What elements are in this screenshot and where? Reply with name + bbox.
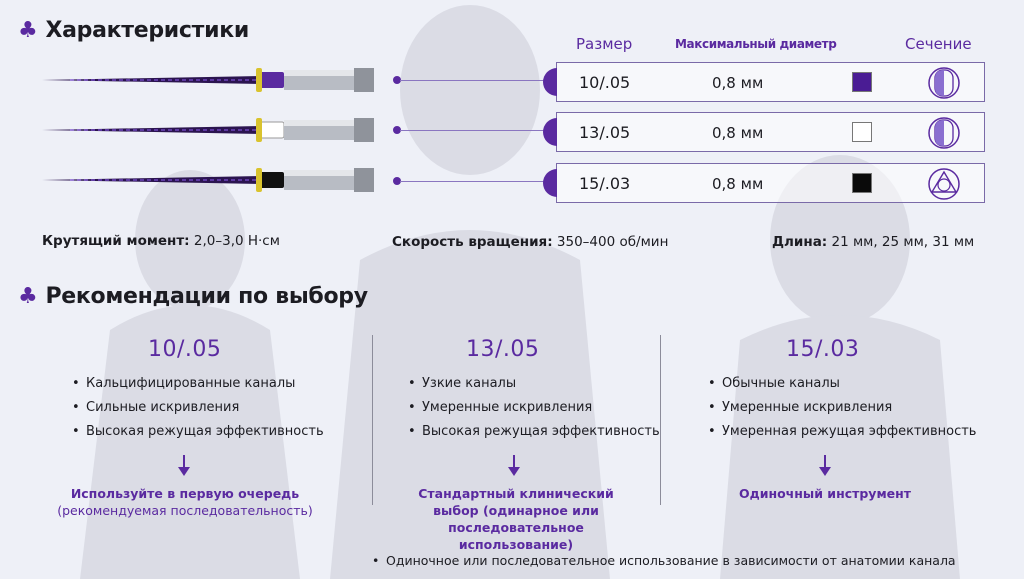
rec-note-main: Используйте в первую очередь [70, 486, 300, 501]
rec-note-3: Одиночный инструмент [738, 486, 912, 501]
rec-size-2: 13/.05 [466, 337, 540, 362]
rec-list-1 [70, 372, 324, 444]
header-size: Размер [576, 35, 633, 53]
list-item: • Узкие каналы [406, 372, 660, 396]
recommendations-title: Рекомендации по выбору [45, 284, 368, 309]
connector-line-1 [400, 80, 545, 81]
connector-line-3 [400, 181, 545, 182]
cross-section-triangle-icon [927, 167, 961, 201]
row-marker [543, 169, 571, 197]
column-divider [660, 335, 661, 505]
row-size: 13/.05 [579, 123, 631, 142]
file-instruments [40, 58, 380, 198]
club-icon: ♣ [18, 17, 38, 43]
list-item: • Высокая режущая эффективность [406, 420, 660, 444]
list-item: • Умеренная режущая эффективность [706, 420, 976, 444]
list-item: • Сильные искривления [70, 396, 324, 420]
header-max-diameter: Максимальный диаметр [675, 37, 837, 51]
header-section: Сечение [905, 35, 972, 53]
list-item: • Высокая режущая эффективность [70, 420, 324, 444]
row-color-swatch [852, 72, 872, 92]
bullet-icon: • [372, 553, 380, 568]
length-spec [772, 234, 974, 250]
recommendations-heading [18, 284, 368, 309]
rec-size-3: 15/.03 [786, 337, 860, 362]
cross-section-half-filled-icon [927, 116, 961, 150]
rec-note-2: Стандартный клинический выбор (одинарное или последовательное использование) [418, 486, 614, 552]
file-13-05 [42, 118, 374, 142]
footnote [372, 553, 956, 568]
row-size: 10/.05 [579, 73, 631, 92]
spec-row-3 [556, 163, 985, 203]
list-item: • Умеренные искривления [406, 396, 660, 420]
file-15-03 [42, 168, 374, 192]
row-diameter: 0,8 мм [712, 124, 764, 142]
row-marker [543, 68, 571, 96]
spec-row-2 [556, 112, 985, 152]
arrow-down-icon [508, 455, 520, 477]
list-item: • Обычные каналы [706, 372, 976, 396]
rec-list-2 [406, 372, 660, 444]
list-item: • Умеренные искривления [706, 396, 976, 420]
connector-line-2 [400, 130, 545, 131]
torque-label: Крутящий момент: [42, 233, 190, 249]
length-value: 21 мм, 25 мм, 31 мм [827, 234, 975, 250]
club-icon: ♣ [18, 283, 38, 309]
column-divider [372, 335, 373, 505]
rec-note-1 [40, 485, 330, 519]
row-size: 15/.03 [579, 174, 631, 193]
length-label: Длина: [772, 234, 828, 250]
file-10-05 [42, 68, 374, 92]
row-color-swatch [852, 122, 872, 142]
torque-spec [42, 233, 280, 249]
row-diameter: 0,8 мм [712, 74, 764, 92]
arrow-down-icon [178, 455, 190, 477]
arrow-down-icon [819, 455, 831, 477]
rec-note-sub: (рекомендуемая последовательность) [57, 503, 313, 518]
cross-section-half-filled-icon [927, 66, 961, 100]
row-diameter: 0,8 мм [712, 175, 764, 193]
rec-list-3 [706, 372, 976, 444]
speed-value: 350–400 об/мин [552, 234, 669, 250]
footnote-text: Одиночное или последовательное использование в зависимости от анатомии канала [386, 553, 956, 568]
speed-spec [392, 234, 668, 250]
list-item: • Кальцифицированные каналы [70, 372, 324, 396]
characteristics-heading [18, 18, 249, 43]
torque-value: 2,0–3,0 Н·см [189, 233, 280, 249]
row-marker [543, 118, 571, 146]
spec-row-1 [556, 62, 985, 102]
characteristics-title: Характеристики [45, 18, 249, 43]
row-color-swatch [852, 173, 872, 193]
rec-size-1: 10/.05 [148, 337, 222, 362]
speed-label: Скорость вращения: [392, 234, 553, 250]
